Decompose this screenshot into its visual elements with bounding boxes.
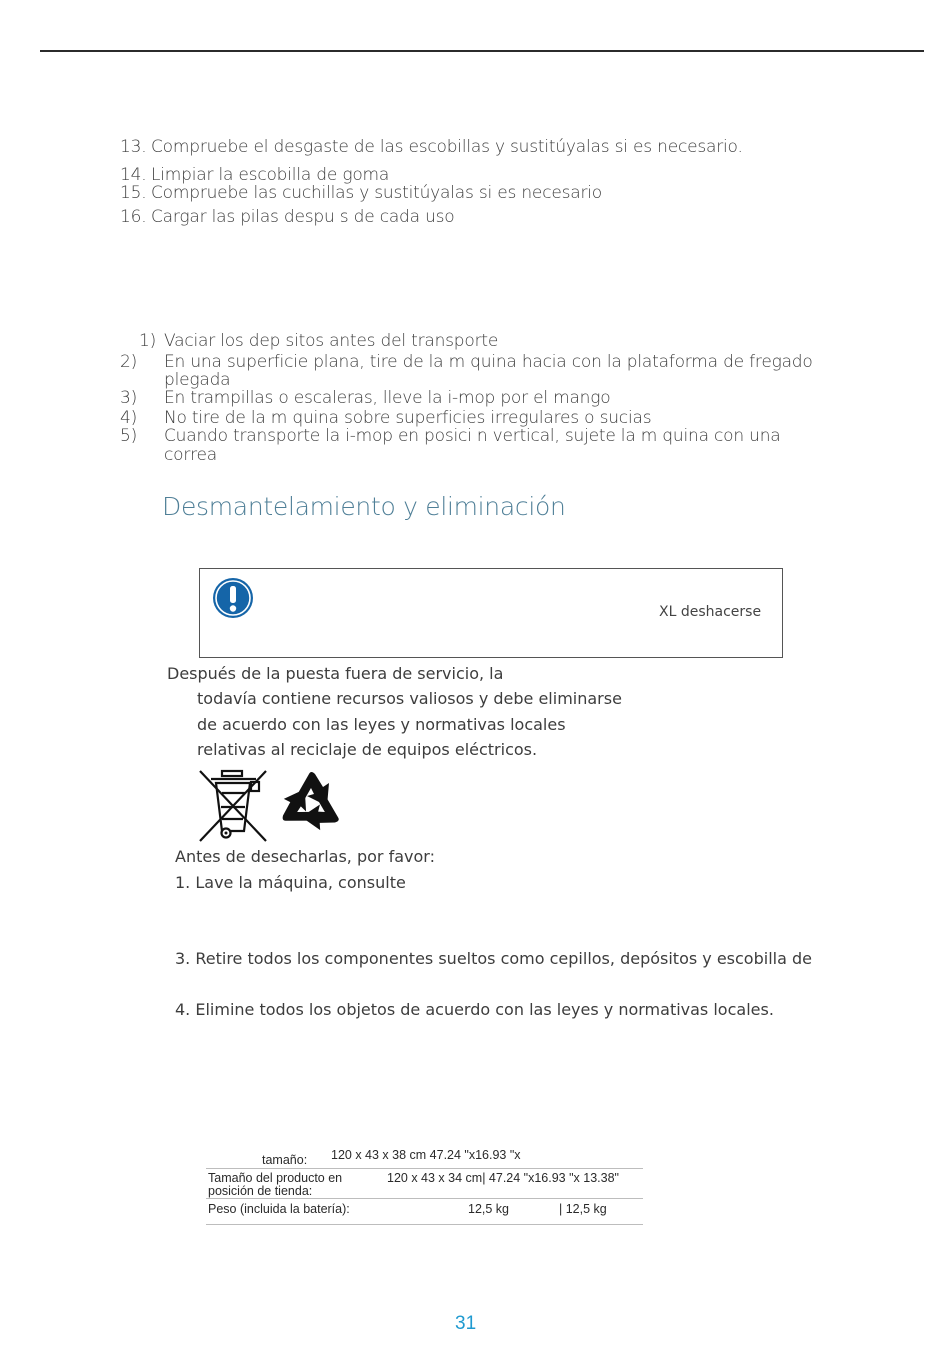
spec-row-value: 12,5 kg	[468, 1202, 510, 1216]
table-divider	[206, 1224, 643, 1225]
list-item: 4) No tire de la m quina sobre superficies irregulares o sucias	[120, 408, 652, 428]
list-item: 16. Cargar las pilas despu s de cada uso	[120, 207, 455, 227]
step-item: 1. Lave la máquina, consulte	[175, 873, 406, 892]
list-item: 5) Cuando transporte la i-mop en posici n vertical, sujete la m quina con una	[120, 426, 781, 446]
step-item: 4. Elimine todos los objetos de acuerdo con las leyes y normativas locales.	[175, 1000, 774, 1019]
paragraph-line: Después de la puesta fuera de servicio, la	[167, 664, 504, 683]
list-item: 1) Vaciar los dep sitos antes del transporte	[139, 331, 499, 351]
notice-box	[199, 568, 783, 658]
before-disposal-text: Antes de desecharlas, por favor:	[175, 847, 435, 866]
list-item-continuation: correa	[164, 445, 218, 465]
paragraph-line: relativas al reciclaje de equipos eléctricos.	[197, 740, 538, 759]
list-item: 15. Compruebe las cuchillas y sustitúyalas si es necesario	[120, 183, 602, 203]
notice-text: XL deshacerse	[659, 604, 762, 620]
top-rule	[40, 50, 924, 52]
recycle-icon	[268, 760, 354, 844]
exclamation-icon	[213, 578, 253, 618]
table-divider	[206, 1168, 643, 1169]
list-item: 13. Compruebe el desgaste de las escobillas y sustitúyalas si es necesario.	[120, 137, 743, 157]
spec-header-value: 120 x 43 x 38 cm 47.24 "x16.93 "x	[331, 1148, 521, 1162]
paragraph-line: de acuerdo con las leyes y normativas locales	[197, 715, 566, 734]
list-item: 14. Limpiar la escobilla de goma	[120, 165, 390, 185]
section-heading: Desmantelamiento y eliminación	[162, 492, 566, 521]
crossed-bin-icon	[196, 767, 270, 845]
spec-row-label: Peso (incluida la batería):	[208, 1202, 350, 1216]
table-divider	[206, 1198, 643, 1199]
spec-row-value: | 12,5 kg	[559, 1202, 607, 1216]
step-item: 3. Retire todos los componentes sueltos como cepillos, depósitos y escobilla de	[175, 949, 812, 968]
list-item: 2) En una superficie plana, tire de la m quina hacia con la plataforma de fregado	[120, 352, 813, 372]
list-item: 3) En trampillas o escaleras, lleve la i-mop por el mango	[120, 388, 611, 408]
spec-row-label: Tamaño del producto en	[208, 1171, 343, 1185]
page-number: 31	[455, 1313, 477, 1334]
spec-row-value: 120 x 43 x 34 cm| 47.24 "x16.93 "x 13.38"	[387, 1171, 619, 1185]
paragraph-line: todavía contiene recursos valiosos y debe eliminarse	[197, 689, 622, 708]
list-item-continuation: plegada	[164, 370, 231, 390]
spec-header-label: tamaño:	[262, 1153, 308, 1167]
spec-row-label: posición de tienda:	[208, 1184, 313, 1198]
